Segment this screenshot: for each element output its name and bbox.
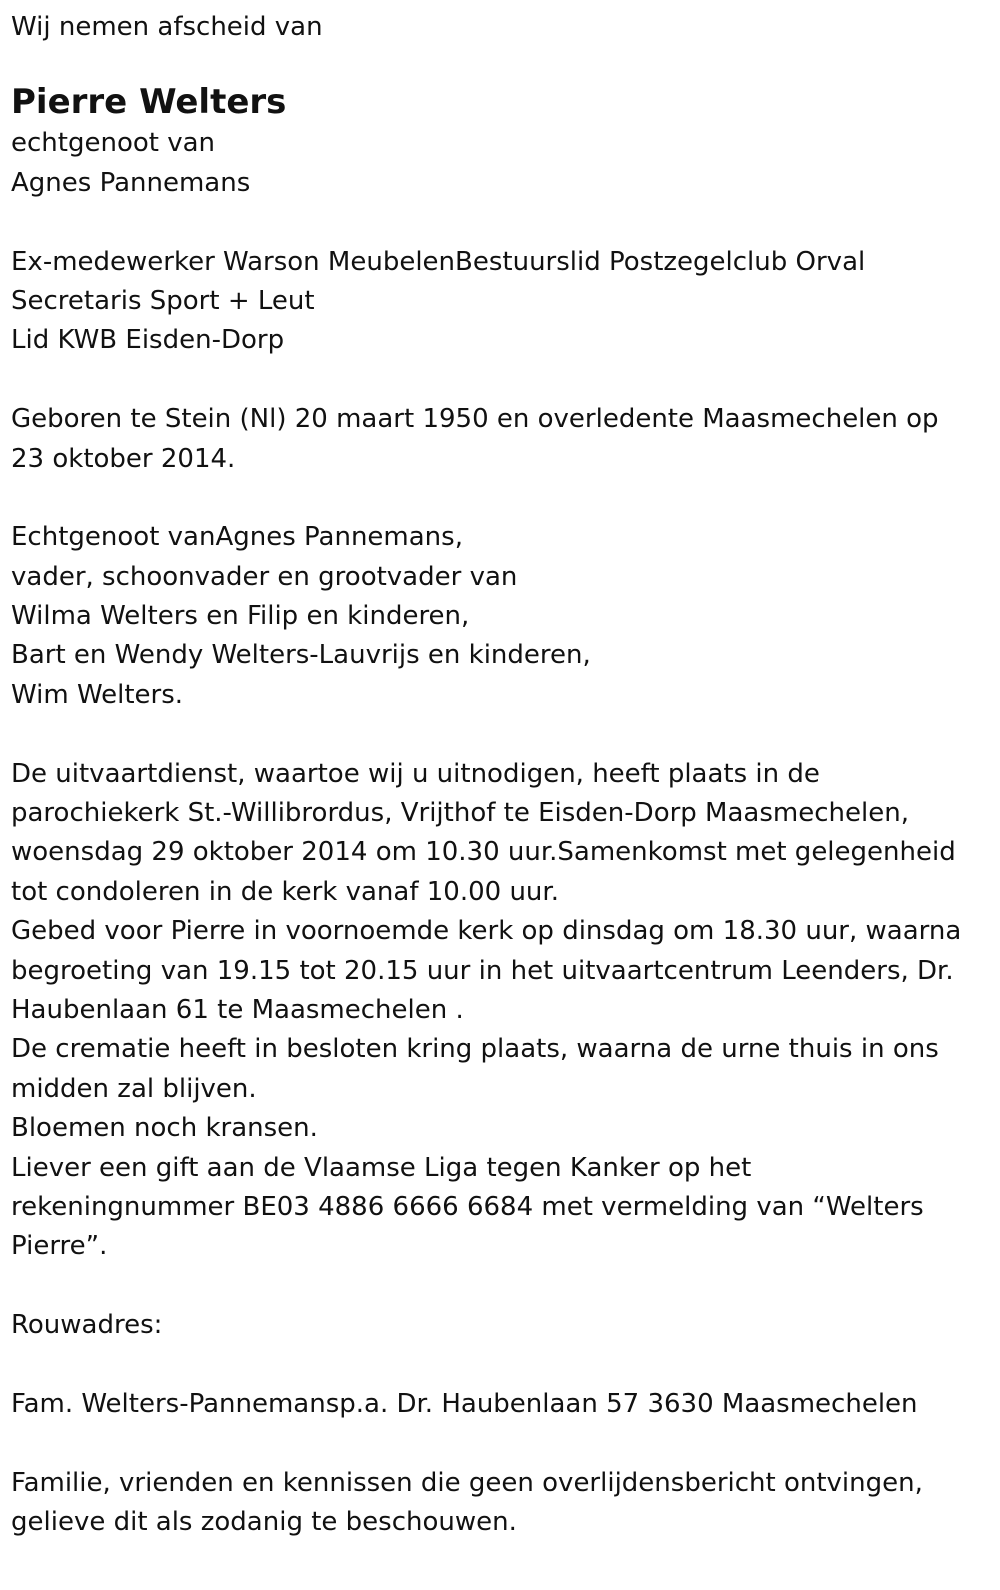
- paragraph-gap: [11, 715, 1000, 754]
- paragraph-gap: [11, 1424, 1000, 1463]
- family-line: Echtgenoot vanAgnes Pannemans,: [11, 522, 463, 553]
- family-line: Bart en Wendy Welters-Lauvrijs en kinderen,: [11, 640, 591, 671]
- family-line: Wim Welters.: [11, 679, 184, 710]
- service-line: rekeningnummer BE03 4886 6666 6684 met vermelding van “Welters: [11, 1191, 924, 1222]
- paragraph-gap: [11, 1346, 1000, 1385]
- spouse-block: [11, 124, 1000, 203]
- intro-text: Wij nemen afscheid van: [11, 12, 323, 42]
- family-line: Wilma Welters en Filip en kinderen,: [11, 601, 470, 632]
- service-line: Bloemen noch kransen.: [11, 1113, 318, 1144]
- paragraph-gap: [11, 1267, 1000, 1306]
- service-line: Haubenlaan 61 te Maasmechelen .: [11, 994, 464, 1025]
- service-block: [11, 755, 1000, 1267]
- paragraph-gap: [11, 479, 1000, 518]
- service-line: begroeting van 19.15 tot 20.15 uur in het uitvaartcentrum Leenders, Dr.: [11, 955, 954, 986]
- address-line: Fam. Welters-Pannemansp.a. Dr. Haubenlaan 57 3630 Maasmechelen: [11, 1388, 918, 1419]
- birth-death-line: 23 oktober 2014.: [11, 443, 236, 474]
- spouse-line: echtgenoot van: [11, 128, 216, 159]
- closing-line: Familie, vrienden en kennissen die geen overlijdensbericht ontvingen,: [11, 1467, 923, 1498]
- service-line: woensdag 29 oktober 2014 om 10.30 uur.Samenkomst met gelegenheid: [11, 837, 956, 868]
- role-line: Secretaris Sport + Leut: [11, 285, 315, 316]
- paragraph-gap: [11, 361, 1000, 400]
- paragraph-gap: [11, 203, 1000, 242]
- birth-death-block: [11, 400, 1000, 479]
- deceased-name: Pierre Welters: [11, 82, 287, 123]
- service-line: midden zal blijven.: [11, 1073, 257, 1104]
- closing-line: gelieve dit als zodanig te beschouwen.: [11, 1507, 517, 1538]
- role-line: Lid KWB Eisden-Dorp: [11, 325, 285, 356]
- roles-block: [11, 243, 1000, 361]
- service-line: De crematie heeft in besloten kring plaats, waarna de urne thuis in ons: [11, 1034, 939, 1065]
- service-line: De uitvaartdienst, waartoe wij u uitnodigen, heeft plaats in de: [11, 758, 820, 789]
- birth-death-line: Geboren te Stein (Nl) 20 maart 1950 en overledente Maasmechelen op: [11, 404, 939, 435]
- service-line: tot condoleren in de kerk vanaf 10.00 uur.: [11, 876, 559, 907]
- service-line: Liever een gift aan de Vlaamse Liga tegen Kanker op het: [11, 1152, 752, 1183]
- family-block: [11, 518, 1000, 715]
- spouse-line: Agnes Pannemans: [11, 167, 251, 198]
- service-line: Gebed voor Pierre in voornoemde kerk op dinsdag om 18.30 uur, waarna: [11, 916, 962, 947]
- role-line: Ex-medewerker Warson MeubelenBestuurslid Postzegelclub Orval: [11, 246, 866, 277]
- service-line: parochiekerk St.-Willibrordus, Vrijthof te Eisden-Dorp Maasmechelen,: [11, 798, 909, 829]
- closing-block: [11, 1464, 1000, 1543]
- family-line: vader, schoonvader en grootvader van: [11, 561, 518, 592]
- service-line: Pierre”.: [11, 1231, 108, 1262]
- address-label: Rouwadres:: [11, 1310, 163, 1341]
